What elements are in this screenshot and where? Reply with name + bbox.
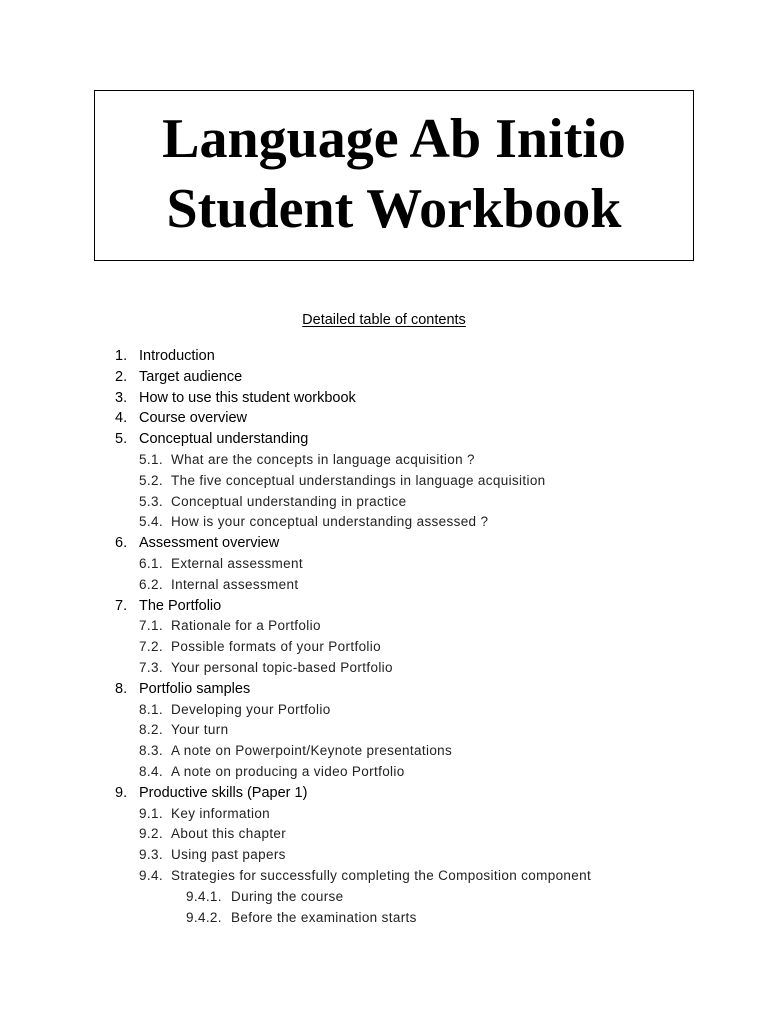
toc-entry-text: About this chapter [171, 826, 287, 842]
toc-entry-number: 4. [115, 410, 128, 427]
toc-entry-text: Conceptual understanding in practice [171, 493, 407, 509]
toc-entry-number: 1. [115, 348, 128, 364]
title-line-2: Student Workbook [166, 178, 622, 240]
toc-entry-number: 5.4. [139, 514, 163, 530]
toc-entry-number: 5.3. [139, 493, 163, 509]
toc-entry [0, 429, 768, 450]
toc-entry [0, 575, 768, 596]
toc-entry [0, 845, 768, 866]
toc-entry-number: 9.2. [139, 826, 163, 842]
toc-entry-number: 7.1. [139, 618, 163, 634]
toc-entry [0, 824, 768, 845]
toc-entry [0, 783, 768, 804]
toc-entry-text: Your turn [171, 722, 229, 738]
toc-entry-text: Before the examination starts [231, 909, 417, 925]
toc-entry-number: 8.4. [139, 763, 163, 779]
toc-entry-text: Developing your Portfolio [171, 701, 331, 717]
toc-entry-text: Assessment overview [139, 535, 280, 552]
title-box [94, 90, 694, 261]
toc-entry-text: The Portfolio [139, 597, 222, 614]
title-line-1: Language Ab Initio [162, 108, 626, 170]
toc-entry-number: 9.1. [139, 805, 163, 821]
toc-entry-text: How is your conceptual understanding assessed ? [171, 514, 489, 530]
toc-heading [0, 310, 768, 330]
toc-entry [0, 720, 768, 741]
toc-entry-text: Using past papers [171, 847, 286, 863]
toc-entry [0, 492, 768, 513]
toc-entry-text: A note on Powerpoint/Keynote presentations [171, 743, 453, 759]
toc-entry-number: 9.4.2. [186, 909, 222, 925]
toc-entry-number: 9.4.1. [186, 888, 222, 904]
toc-entry [0, 408, 768, 429]
toc-entry-number: 8.3. [139, 743, 163, 759]
toc-entry-text: Portfolio samples [139, 680, 251, 697]
toc-entry-text: Productive skills (Paper 1) [139, 784, 308, 801]
toc-entry-text: What are the concepts in language acquisition ? [171, 451, 475, 467]
toc-entry-text: Internal assessment [171, 576, 299, 592]
toc-entry [0, 908, 768, 929]
toc-entry [0, 596, 768, 617]
toc-entry-number: 8.2. [139, 722, 163, 738]
toc-entry-number: 7. [115, 597, 128, 614]
toc-entry-text: The five conceptual understandings in language acquisition [171, 472, 546, 488]
toc-entry-text: Key information [171, 805, 271, 821]
toc-entry [0, 512, 768, 533]
toc-entry-text: During the course [231, 888, 344, 904]
toc-entry-number: 3. [115, 389, 128, 406]
toc-entry [0, 658, 768, 679]
toc-entry-number: 8. [115, 680, 128, 697]
toc-entry-number: 9. [115, 784, 128, 801]
toc-entry-number: 8.1. [139, 701, 163, 717]
toc-entry-number: 6. [115, 535, 128, 552]
toc-entry [0, 741, 768, 762]
toc-entry-text: A note on producing a video Portfolio [171, 763, 405, 779]
toc-entry-number: 7.2. [139, 639, 163, 655]
toc-entry-text: External assessment [171, 555, 303, 571]
toc-entry-number: 7.3. [139, 659, 163, 675]
toc-entry-text: How to use this student workbook [139, 389, 356, 406]
toc-entry [0, 346, 768, 367]
table-of-contents [0, 346, 768, 928]
toc-entry [0, 700, 768, 721]
toc-entry-number: 9.4. [139, 867, 163, 883]
toc-entry-text: Your personal topic-based Portfolio [171, 659, 393, 675]
toc-entry-text: Target audience [139, 368, 243, 385]
toc-entry [0, 637, 768, 658]
toc-entry [0, 679, 768, 700]
toc-entry-text: Strategies for successfully completing the Composition component [171, 867, 592, 883]
toc-entry [0, 554, 768, 575]
toc-entry-number: 6.1. [139, 555, 163, 571]
toc-entry-text: Introduction [139, 348, 215, 364]
toc-entry [0, 887, 768, 908]
toc-entry-text: Course overview [139, 410, 247, 427]
toc-entry-number: 5.1. [139, 451, 163, 467]
toc-entry-number: 9.3. [139, 847, 163, 863]
toc-entry-number: 2. [115, 368, 128, 385]
toc-entry [0, 866, 768, 887]
toc-entry-text: Rationale for a Portfolio [171, 618, 321, 634]
toc-entry [0, 367, 768, 388]
toc-entry [0, 616, 768, 637]
toc-heading-text: Detailed table of contents [302, 312, 466, 328]
toc-entry-number: 6.2. [139, 576, 163, 592]
toc-entry [0, 533, 768, 554]
toc-entry [0, 804, 768, 825]
toc-entry-number: 5. [115, 431, 128, 448]
toc-entry [0, 762, 768, 783]
toc-entry-text: Conceptual understanding [139, 431, 309, 448]
toc-entry-number: 5.2. [139, 472, 163, 488]
toc-entry [0, 388, 768, 409]
toc-entry-text: Possible formats of your Portfolio [171, 639, 381, 655]
toc-entry [0, 450, 768, 471]
toc-entry [0, 471, 768, 492]
